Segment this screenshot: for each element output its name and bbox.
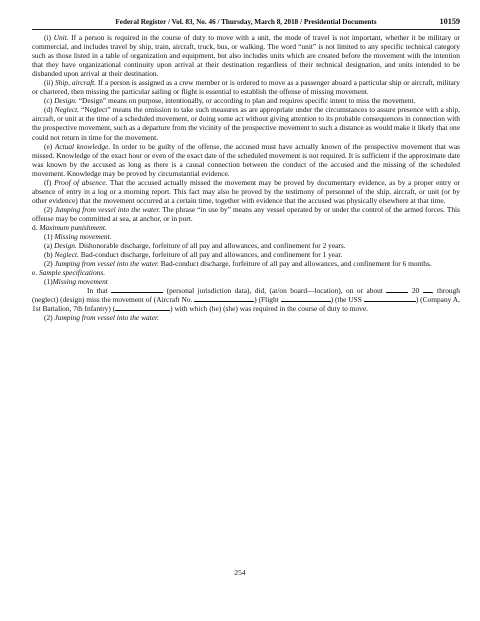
document-body — [32, 33, 460, 323]
paragraph-ship-aircraft: (ii) Ship, aircraft. If a person is assigned as a crew member or is ordered to move as a passenger aboard a particular ship or aircraft, military or chartered, then missing the particular sailing or flight is essential to establish the offense of missing movement. — [32, 78, 460, 97]
blank-line — [115, 304, 170, 311]
federal-register-page-number: 10159 — [439, 17, 460, 26]
spec-heading-jumping-from-vessel: (2) Jumping from vessel into the water. — [44, 313, 159, 323]
paragraph-proof-of-absence: (f) Proof of absence. That the accused actually missed the movement may be proved by documentary evidence, as by a proper entry or absence of entry in a log or a morning report. This fact may also be proved by the testimony of personnel of the ship, aircraft, or unit (or by other evidence) that the movement occurred at a certain time, together with evidence that the accused was physically elsewhere at that time. — [32, 177, 461, 205]
blank-line — [423, 286, 432, 293]
blank-line — [386, 286, 408, 293]
blank-line — [194, 295, 254, 302]
punishment-jumping: (2) Jumping from vessel into the water. Bad-conduct discharge, forfeiture of all pay and allowances, and confinement for 6 months. — [44, 259, 432, 269]
spec-missing-movement: In that (personal jurisdiction data), did, (at/on board—location), on or about 20 , through (neglect) (design) miss the movement of (Aircraft No. ) (Flight ) (the USS ) (Company A, 1st Battalion, 7th Infantry) ( ) with which (he) (she) was required in the course of duty to move. — [32, 286, 461, 314]
blank-line — [364, 295, 416, 302]
paragraph-jumping-from-vessel: (2) Jumping from vessel into the water. The phrase “in use by” means any vessel operated by or under the control of the armed forces. This offense may be committed at sea, at anchor, or in port. — [32, 204, 460, 223]
punishment-design: (a) Design. Dishonorable discharge, forfeiture of all pay and allowances, and confinement for 2 years. — [44, 241, 346, 251]
paragraph-design: (c) Design. “Design” means on purpose, intentionally, or according to plan and requires specific intent to miss the movement. — [44, 96, 416, 106]
running-head: Federal Register / Vol. 83, No. 46 / Thursday, March 8, 2018 / Presidential Documents — [115, 18, 377, 26]
punishment-neglect: (b) Neglect. Bad-conduct discharge, forfeiture of all pay and allowances, and confinement for 1 year. — [44, 250, 343, 260]
page-footer-number: 254 — [234, 568, 246, 577]
blank-line — [281, 295, 331, 302]
section-heading-maximum-punishment: d. Maximum punishment. — [32, 222, 107, 232]
punishment-missing-movement: (1) Missing movement. — [44, 232, 112, 242]
paragraph-neglect: (d) Neglect. “Neglect” means the omission to take such measures as are appropriate under the circumstances to assure presence with a ship, aircraft, or unit at the time of a scheduled movement, or doing some act without giving attention to its probable consequences in connection with the prospective movement, such as a departure from the vicinity of the prospective movement to such a distance as would make it likely that one could not return in time for the movement. — [32, 105, 461, 142]
blank-line — [111, 286, 163, 293]
paragraph-actual-knowledge: (e) Actual knowledge. In order to be guilty of the offense, the accused must have actually known of the prospective movement that was missed. Knowledge of the exact hour or even of the exact date of the scheduled movement is not required. It is sufficient if the approximate date was known by the accused as long as there is a causal connection between the conduct of the accused and the missing of the scheduled movement. Knowledge may be proved by circumstantial evidence. — [32, 141, 460, 178]
header-rule — [32, 29, 460, 30]
section-heading-sample-specifications: e. Sample specifications. — [32, 268, 106, 278]
paragraph-unit: (i) Unit. If a person is required in the course of duty to move with a unit, the mode of travel is not important, whether it be military or commercial, and includes travel by ship, train, aircraft, truck, bus, or walking. The word “unit” is not limited to any specific technical category such as those listed in a table of organization and equipment, but also includes units which are created before the movement with the intention that they have organizational continuity upon arrival at their destination regardless of their technical designation, and units intended to be disbanded upon arrival at their destination. — [32, 33, 461, 79]
spec-heading-missing-movement: (1)Missing movement — [44, 277, 108, 287]
running-header — [32, 18, 460, 28]
